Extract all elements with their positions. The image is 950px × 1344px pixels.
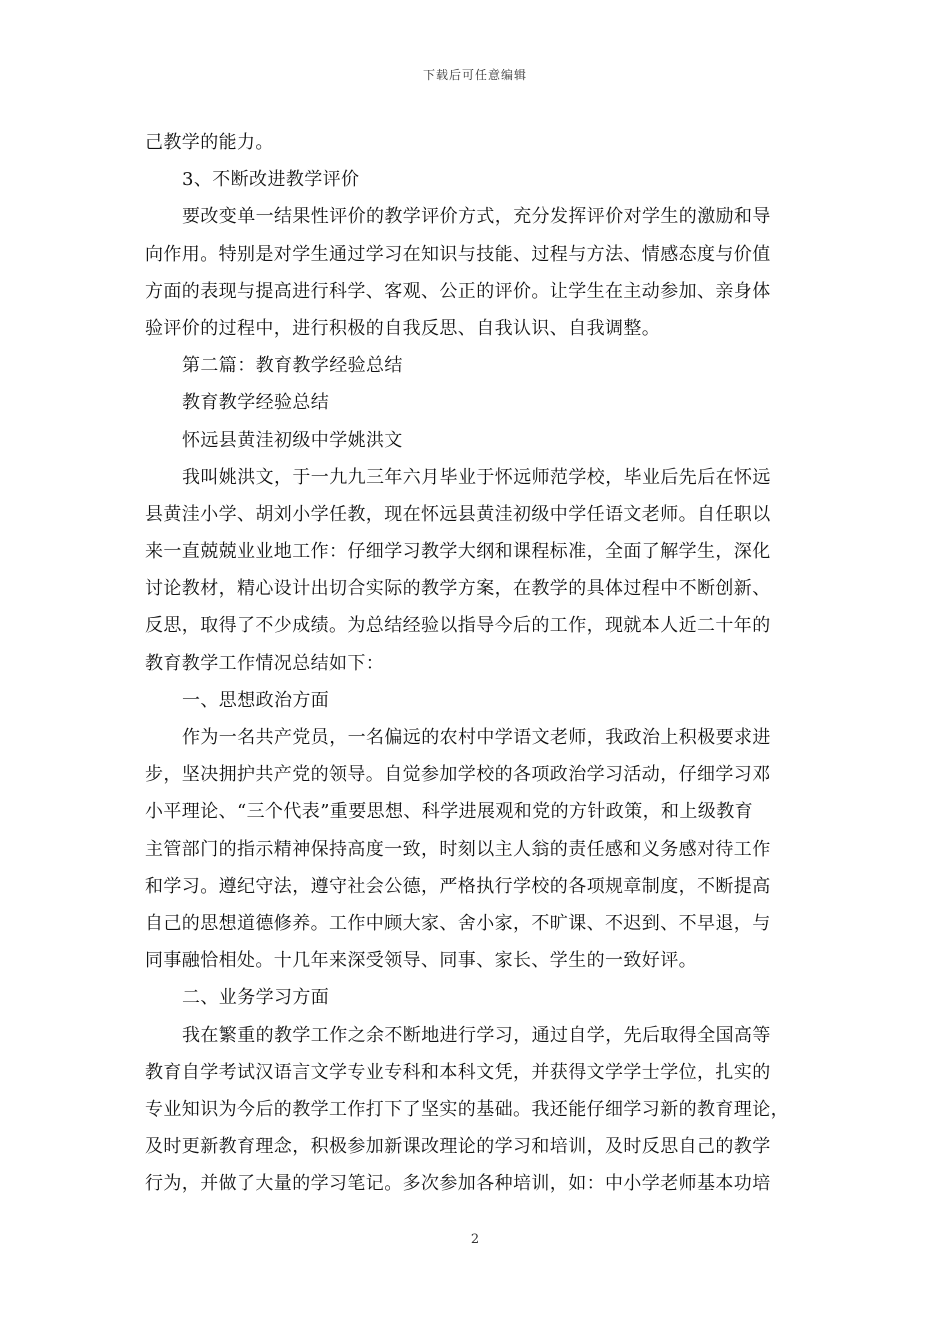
text-line: 讨论教材，精心设计出切合实际的教学方案，在教学的具体过程中不断创新、 <box>145 578 771 600</box>
text-line: 同事融恰相处。十几年来深受领导、同事、家长、学生的一致好评。 <box>145 950 697 972</box>
text-line: 方面的表现与提高进行科学、客观、公正的评价。让学生在主动参加、亲身体 <box>145 280 771 302</box>
text-line: 专业知识为今后的教学工作打下了坚实的基础。我还能仔细学习新的教育理论， <box>145 1098 789 1120</box>
text-line: 和学习。遵纪守法，遵守社会公德，严格执行学校的各项规章制度，不断提高 <box>145 875 771 897</box>
text-line: 教育自学考试汉语言文学专业专科和本科文凭，并获得文学学士学位，扎实的 <box>145 1061 771 1083</box>
text-line: 怀远县黄洼初级中学姚洪文 <box>182 429 403 451</box>
text-line: 己教学的能力。 <box>145 132 274 153</box>
text-line: 我叫姚洪文，于一九九三年六月毕业于怀远师范学校，毕业后先后在怀远 <box>182 466 771 488</box>
page-header: 下载后可任意编辑 <box>422 68 527 82</box>
page-number: 2 <box>470 1232 480 1247</box>
text-line: 自己的思想道德修养。工作中顾大家、舍小家，不旷课、不迟到、不早退，与 <box>145 912 771 934</box>
text-line: 向作用。特别是对学生通过学习在知识与技能、过程与方法、情感态度与价值 <box>145 243 771 265</box>
text-line: 一、思想政治方面 <box>182 689 330 711</box>
text-line: 教育教学经验总结 <box>182 392 330 414</box>
text-line: 要改变单一结果性评价的教学评价方式，充分发挥评价对学生的激励和导 <box>182 206 771 228</box>
text-line: 及时更新教育理念，积极参加新课改理论的学习和培训，及时反思自己的教学 <box>145 1136 771 1158</box>
document-body <box>145 124 807 1202</box>
text-line: 教育教学工作情况总结如下： <box>145 652 385 674</box>
text-line: 步，坚决拥护共产党的领导。自觉参加学校的各项政治学习活动，仔细学习邓 <box>145 764 771 786</box>
text-line: 二、业务学习方面 <box>182 987 330 1009</box>
text-line: 反思，取得了不少成绩。为总结经验以指导今后的工作，现就本人近二十年的 <box>145 615 771 637</box>
text-line: 我在繁重的教学工作之余不断地进行学习，通过自学，先后取得全国高等 <box>182 1024 771 1046</box>
text-line: 主管部门的指示精神保持高度一致，时刻以主人翁的责任感和义务感对待工作 <box>145 838 771 860</box>
text-line: 第二篇：教育教学经验总结 <box>182 355 403 377</box>
text-line: 县黄洼小学、胡刘小学任教，现在怀远县黄洼初级中学任语文老师。自任职以 <box>145 503 771 525</box>
text-line: 行为，并做了大量的学习笔记。多次参加各种培训，如：中小学老师基本功培 <box>145 1173 771 1195</box>
text-line: 3、不断改进教学评价 <box>182 169 360 191</box>
text-line: 小平理论、“三个代表”重要思想、科学进展观和党的方针政策，和上级教育 <box>145 801 754 823</box>
text-line: 作为一名共产党员，一名偏远的农村中学语文老师，我政治上积极要求进 <box>182 727 771 748</box>
text-line: 来一直兢兢业业地工作：仔细学习教学大纲和课程标准，全面了解学生，深化 <box>145 541 771 563</box>
text-line: 验评价的过程中，进行积极的自我反思、自我认识、自我调整。 <box>145 317 661 339</box>
